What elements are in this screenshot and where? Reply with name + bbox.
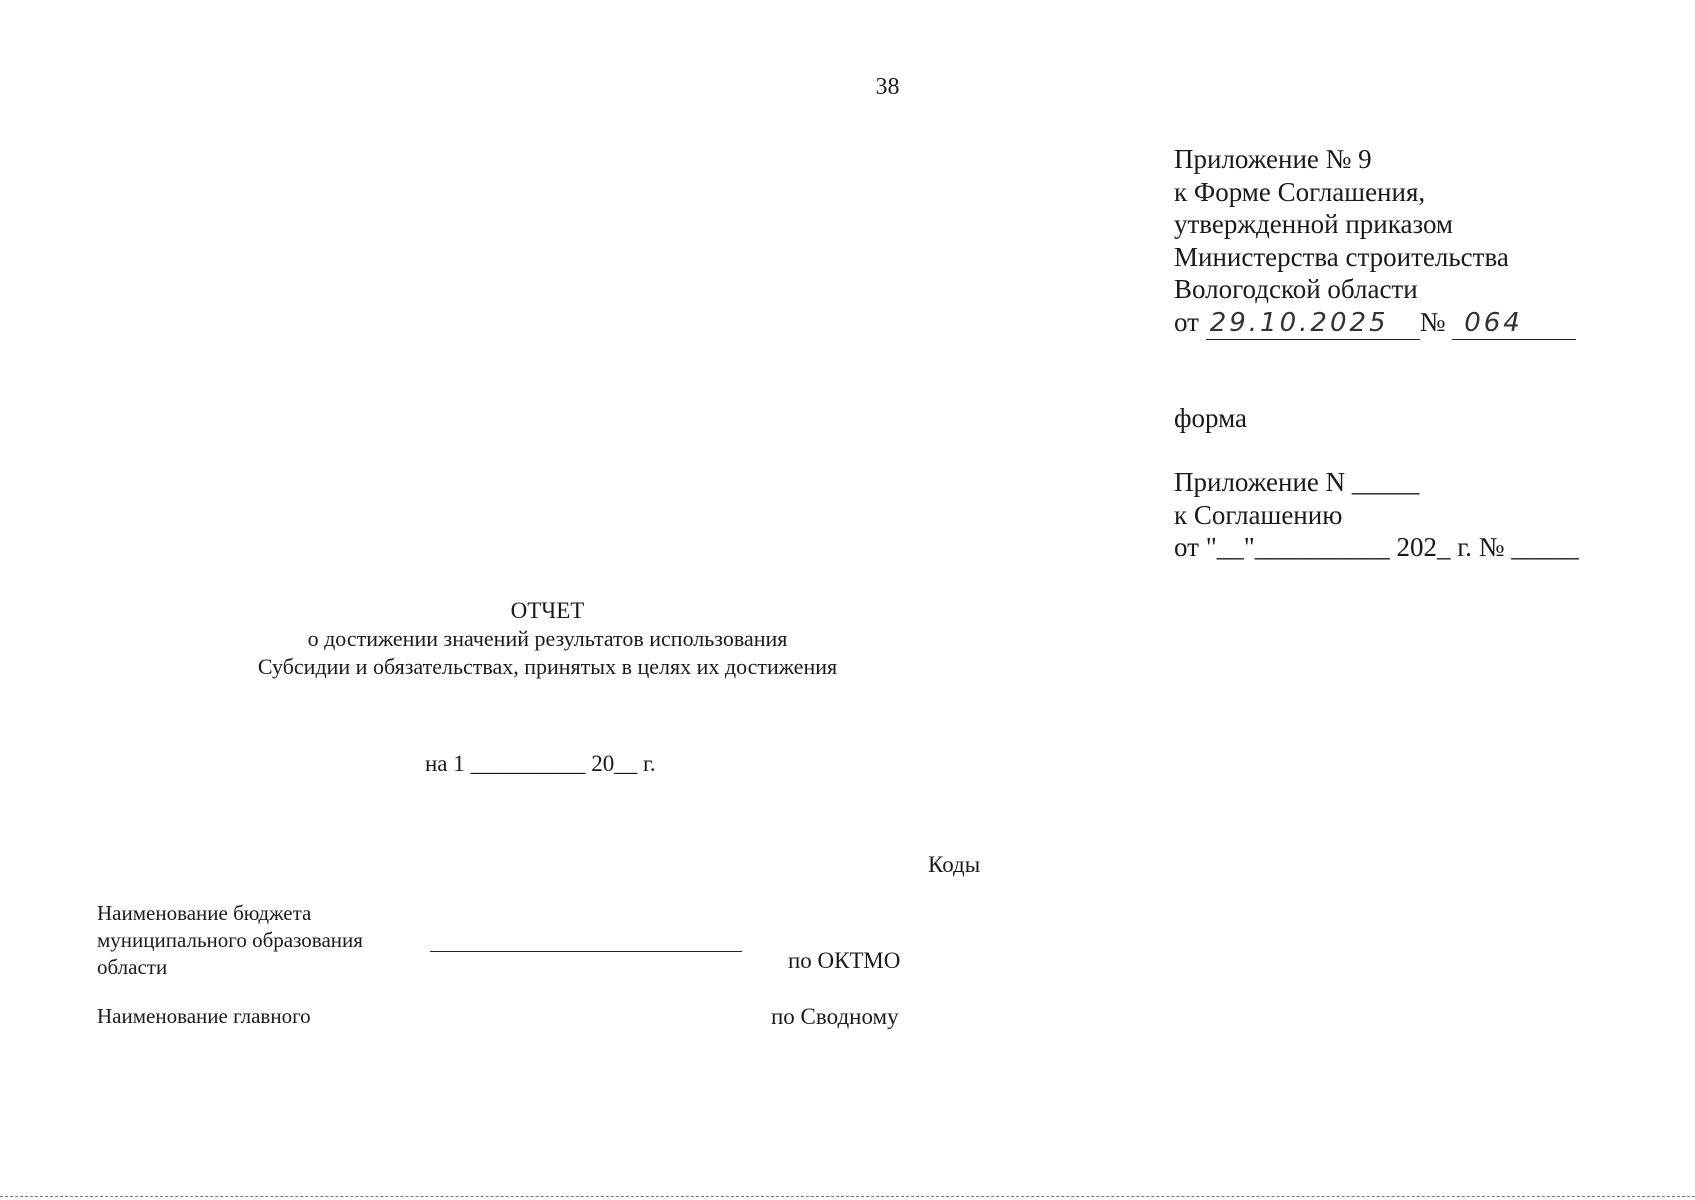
budget-label-line: муниципального образования <box>97 928 363 952</box>
appendix-block <box>1174 143 1576 340</box>
handwritten-date: 29.10.2025 <box>1206 307 1420 341</box>
appendix-title: Приложение № 9 <box>1174 144 1372 174</box>
agreement-line: от "__"__________ 202_ г. № _____ <box>1174 532 1579 562</box>
form-label: форма <box>1174 403 1247 433</box>
appendix-line: Вологодской области <box>1174 274 1418 304</box>
budget-name-blank <box>430 951 742 952</box>
report-subtitle: Субсидии и обязательствах, принятых в целях их достижения <box>257 654 838 679</box>
appendix-line: утвержденной приказом <box>1174 209 1454 239</box>
budget-label-line: области <box>97 955 168 979</box>
handwritten-number: 064 <box>1452 307 1576 341</box>
codes-header: Коды <box>928 852 981 877</box>
main-admin-label: Наименование главного <box>97 1004 311 1028</box>
oktmo-label: по ОКТМО <box>788 948 901 973</box>
budget-name-label <box>97 900 363 981</box>
agreement-block <box>1174 466 1579 564</box>
number-prefix: № <box>1419 306 1446 337</box>
report-title: ОТЧЕТ <box>510 598 585 623</box>
appendix-line: Министерства строительства <box>1174 241 1509 272</box>
report-date-line: на 1 __________ 20__ г. <box>425 751 656 776</box>
page-bottom-edge <box>0 1196 1695 1197</box>
appendix-date-line <box>1174 306 1576 341</box>
report-subtitle: о достижении значений результатов использования <box>307 626 788 651</box>
budget-label-line: Наименование бюджета <box>97 901 312 925</box>
agreement-line: Приложение N _____ <box>1174 467 1420 497</box>
report-title-block <box>0 597 1095 681</box>
page-number: 38 <box>875 74 900 100</box>
date-prefix: от <box>1174 306 1199 337</box>
svod-label: по Сводному <box>771 1004 899 1029</box>
agreement-line: к Соглашению <box>1174 499 1343 530</box>
appendix-line: к Форме Соглашения, <box>1174 176 1426 207</box>
